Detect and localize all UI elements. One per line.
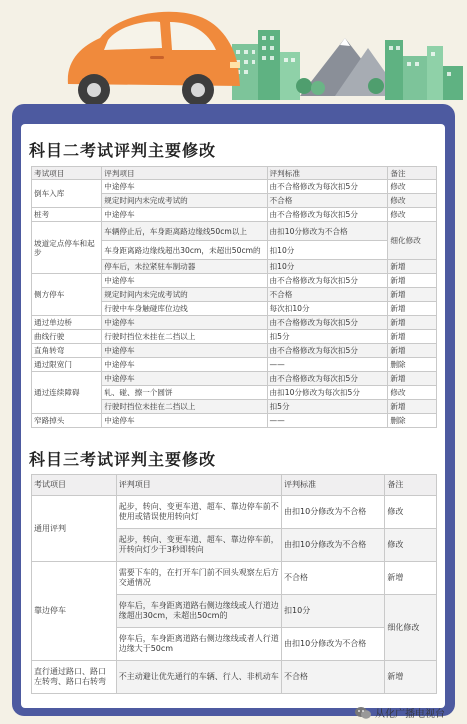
table-row <box>32 344 437 358</box>
note-cell: 修改 <box>385 529 437 562</box>
exam-item-cell: 直角转弯 <box>32 344 102 358</box>
standard-cell: 不合格 <box>267 194 388 208</box>
standard-cell: 扣10分 <box>267 241 388 260</box>
note-cell: 新增 <box>388 330 437 344</box>
standard-cell: 由扣10分修改为不合格 <box>282 628 385 661</box>
table-row <box>32 414 437 428</box>
note-cell: 细化修改 <box>385 595 437 661</box>
section2-header-cell: 评判项目 <box>102 167 267 180</box>
exam-item-cell: 倒车入库 <box>32 180 102 208</box>
section2-header-row <box>32 167 437 180</box>
note-cell: 修改 <box>388 180 437 194</box>
section2-header-cell: 备注 <box>388 167 437 180</box>
note-cell: 细化修改 <box>388 222 437 260</box>
table-row <box>32 274 437 288</box>
criteria-cell: 停车后，车身距离道路右侧边缘线或人行道边缘超出30cm，未超出50cm的 <box>116 595 281 628</box>
note-cell: 删除 <box>388 358 437 372</box>
standard-cell: 扣10分 <box>282 595 385 628</box>
exam-item-cell: 窄路掉头 <box>32 414 102 428</box>
mountain-snow <box>340 38 350 46</box>
watermark-text: 从化广播电视台 <box>375 709 445 720</box>
content-panel <box>21 124 445 708</box>
section3-header-cell: 评判标准 <box>282 475 385 496</box>
standard-cell: 由不合格修改为每次扣5分 <box>267 274 388 288</box>
note-cell: 新增 <box>385 562 437 595</box>
section2-table <box>31 166 437 428</box>
standard-cell: 不合格 <box>267 288 388 302</box>
criteria-cell: 中途停车 <box>102 414 267 428</box>
exam-item-cell: 通过限宽门 <box>32 358 102 372</box>
standard-cell: 由扣10分修改为不合格 <box>282 529 385 562</box>
standard-cell: 由扣10分修改为不合格 <box>267 222 388 241</box>
criteria-cell: 需要下车的，在打开车门前不回头观察左后方交通情况 <box>116 562 281 595</box>
criteria-cell: 中途停车 <box>102 180 267 194</box>
criteria-cell: 不主动避让优先通行的车辆、行人、非机动车 <box>116 661 281 694</box>
criteria-cell: 行驶时挡位未挂在二挡以上 <box>102 400 267 414</box>
note-cell: 新增 <box>388 274 437 288</box>
building-shape <box>385 40 403 100</box>
standard-cell: 由不合格修改为每次扣5分 <box>267 344 388 358</box>
exam-item-cell: 侧方停车 <box>32 274 102 316</box>
criteria-cell: 行驶时挡位未挂在二挡以上 <box>102 330 267 344</box>
section2-header-cell: 评判标准 <box>267 167 388 180</box>
section3-table <box>31 474 437 694</box>
table-row <box>32 661 437 694</box>
criteria-cell: 停车后，车身距离道路右侧边缘线或者人行道边缘大于50cm <box>116 628 281 661</box>
section3-header-cell: 备注 <box>385 475 437 496</box>
standard-cell: 扣10分 <box>267 260 388 274</box>
section2-title: 科目二考试评判主要修改 <box>29 141 217 160</box>
standard-cell: 由不合格修改为每次扣5分 <box>267 316 388 330</box>
section2-header-cell: 考试项目 <box>32 167 102 180</box>
section3-title: 科目三考试评判主要修改 <box>29 450 217 469</box>
criteria-cell: 行驶中车身触碰库位边线 <box>102 302 267 316</box>
criteria-cell: 车辆停止后，车身距离路边缘线50cm以上 <box>102 222 267 241</box>
standard-cell: 由不合格修改为每次扣5分 <box>267 180 388 194</box>
criteria-cell: 车身距离路边缘线超出30cm，未超出50cm的 <box>102 241 267 260</box>
table-row <box>32 496 437 529</box>
criteria-cell: 轧、碰、擦一个圆饼 <box>102 386 267 400</box>
table-row <box>32 316 437 330</box>
standard-cell: 由扣10分修改为每次扣5分 <box>267 386 388 400</box>
wechat-icon <box>355 706 371 720</box>
note-cell: 新增 <box>388 344 437 358</box>
building-shape <box>443 66 463 100</box>
note-cell: 删除 <box>388 414 437 428</box>
exam-item-cell: 坡道定点停车和起步 <box>32 222 102 274</box>
note-cell: 新增 <box>388 288 437 302</box>
standard-cell: 不合格 <box>282 661 385 694</box>
criteria-cell: 停车后，未拉紧驻车制动器 <box>102 260 267 274</box>
exam-item-cell: 通用评判 <box>32 496 117 562</box>
section3-header-cell: 评判项目 <box>116 475 281 496</box>
standard-cell: 由扣10分修改为不合格 <box>282 496 385 529</box>
standard-cell: 扣5分 <box>267 400 388 414</box>
note-cell: 修改 <box>388 194 437 208</box>
standard-cell: 由不合格修改为每次扣5分 <box>267 208 388 222</box>
building-shape <box>280 52 300 100</box>
table-row <box>32 222 437 241</box>
note-cell: 新增 <box>385 661 437 694</box>
note-cell: 修改 <box>388 386 437 400</box>
tree-shape <box>296 78 312 94</box>
tree-shape <box>368 78 384 94</box>
criteria-cell: 中途停车 <box>102 372 267 386</box>
note-cell: 新增 <box>388 372 437 386</box>
standard-cell: 由不合格修改为每次扣5分 <box>267 372 388 386</box>
note-cell: 新增 <box>388 302 437 316</box>
note-cell: 修改 <box>385 496 437 529</box>
table-row <box>32 330 437 344</box>
criteria-cell: 中途停车 <box>102 316 267 330</box>
note-cell: 新增 <box>388 400 437 414</box>
building-shape <box>258 30 280 100</box>
note-cell: 修改 <box>388 208 437 222</box>
table-row <box>32 208 437 222</box>
city-car-illustration <box>0 0 467 110</box>
standard-cell: —— <box>267 414 388 428</box>
criteria-cell: 规定时间内未完成考试的 <box>102 288 267 302</box>
standard-cell: —— <box>267 358 388 372</box>
exam-item-cell: 通过连续障碍 <box>32 372 102 414</box>
note-cell: 新增 <box>388 260 437 274</box>
criteria-cell: 中途停车 <box>102 344 267 358</box>
exam-item-cell: 曲线行驶 <box>32 330 102 344</box>
standard-cell: 每次扣10分 <box>267 302 388 316</box>
exam-item-cell: 通过单边桥 <box>32 316 102 330</box>
criteria-cell: 规定时间内未完成考试的 <box>102 194 267 208</box>
criteria-cell: 起步，转向、变更车道、超车、靠边停车前，开转向灯少于3秒即转向 <box>116 529 281 562</box>
section3-header-cell: 考试项目 <box>32 475 117 496</box>
criteria-cell: 中途停车 <box>102 274 267 288</box>
standard-cell: 扣5分 <box>267 330 388 344</box>
exam-item-cell: 直行通过路口、路口左转弯、路口右转弯 <box>32 661 117 694</box>
header-illustration <box>0 0 467 110</box>
exam-item-cell: 靠边停车 <box>32 562 117 661</box>
car-shape <box>68 12 240 106</box>
standard-cell: 不合格 <box>282 562 385 595</box>
section3-header-row <box>32 475 437 496</box>
table-row <box>32 562 437 595</box>
watermark <box>355 705 445 720</box>
table-row <box>32 358 437 372</box>
tree-shape <box>311 81 325 95</box>
note-cell: 新增 <box>388 316 437 330</box>
criteria-cell: 中途停车 <box>102 208 267 222</box>
exam-item-cell: 桩考 <box>32 208 102 222</box>
table-row <box>32 180 437 194</box>
criteria-cell: 起步，转向、变更车道、超车、靠边停车前不使用或错误使用转向灯 <box>116 496 281 529</box>
criteria-cell: 中途停车 <box>102 358 267 372</box>
table-row <box>32 372 437 386</box>
